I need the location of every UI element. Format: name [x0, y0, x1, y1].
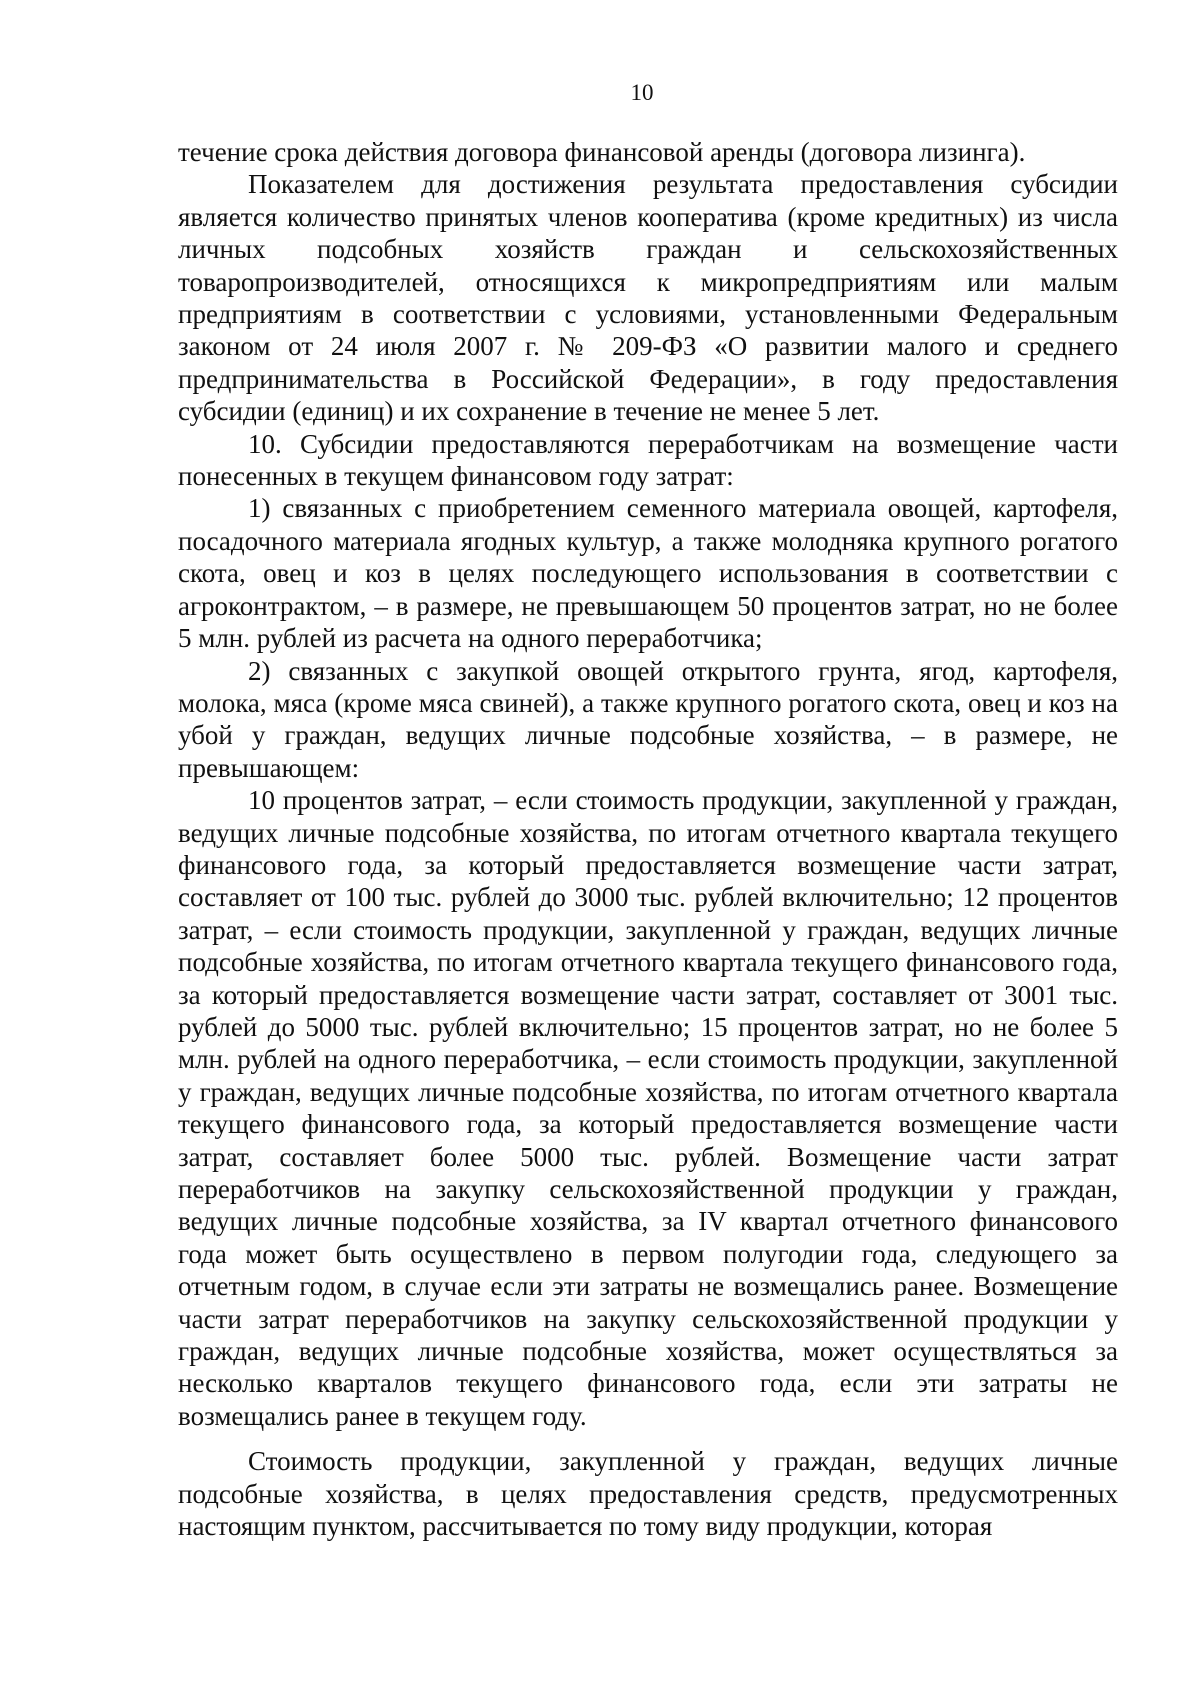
document-body	[178, 136, 1118, 1542]
paragraph-subsidy-indicator: Показателем для достижения результата предоставления субсидии является количество принятых членов кооператива (кроме кредитных) из числа личных подсобных хозяйств граждан и сельскохозяйственных товаропроизводителей, относящихся к микропредприятиям или малым предприятиям в соответствии с условиями, установленными Федеральным законом от 24 июля 2007 г. № 209-ФЗ «О развитии малого и среднего предпринимательства в Российской Федерации», в году предоставления субсидии (единиц) и их сохранение в течение не менее 5 лет.	[178, 169, 1118, 427]
paragraph-lease-term: течение срока действия договора финансовой аренды (договора лизинга).	[178, 137, 1026, 167]
page-number: 10	[630, 80, 654, 105]
paragraph-percent-rates: 10 процентов затрат, – если стоимость продукции, закупленной у граждан, ведущих личные подсобные хозяйства, по итогам отчетного квартала текущего финансового года, за который предоставляется возмещение части затрат, составляет от 100 тыс. рублей до 3000 тыс. рублей включительно; 12 процентов затрат, – если стоимость продукции, закупленной у граждан, ведущих личные подсобные хозяйства, по итогам отчетного квартала текущего финансового года, за который предоставляется возмещение части затрат, составляет от 3001 тыс. рублей до 5000 тыс. рублей включительно; 15 процентов затрат, но не более 5 млн. рублей на одного переработчика, – если стоимость продукции, закупленной у граждан, ведущих личные подсобные хозяйства, по итогам отчетного квартала текущего финансового года, за который предоставляется возмещение части затрат, составляет более 5000 тыс. рублей. Возмещение части затрат переработчиков на закупку сельскохозяйственной продукции у граждан, ведущих личные подсобные хозяйства, за IV квартал отчетного финансового года может быть осуществлено в первом полугодии года, следующего за отчетным годом, в случае если эти затраты не возмещались ранее. Возмещение части затрат переработчиков на закупку сельскохозяйственной продукции у граждан, ведущих личные подсобные хозяйства, может осуществляться за несколько кварталов текущего финансового года, если эти затраты не возмещались ранее в текущем году.	[178, 785, 1118, 1431]
paragraph-item-10: 10. Субсидии предоставляются переработчикам на возмещение части понесенных в текущем финансовом году затрат:	[178, 428, 1118, 492]
paragraph-subitem-1: 1) связанных с приобретением семенного материала овощей, картофеля, посадочного материала ягодных культур, а также молодняка крупного рогатого скота, овец и коз в целях последующего использования в соответствии с агроконтрактом, – в размере, не превышающем 50 процентов затрат, но не более 5 млн. рублей из расчета на одного переработчика;	[178, 493, 1118, 654]
paragraph-product-cost: Стоимость продукции, закупленной у граждан, ведущих личные подсобные хозяйства, в целях предоставления средств, предусмотренных настоящим пунктом, рассчитывается по тому виду продукции, которая	[178, 1446, 1118, 1542]
paragraph-subitem-2: 2) связанных с закупкой овощей открытого грунта, ягод, картофеля, молока, мяса (кроме мяса свиней), а также крупного рогатого скота, овец и коз на убой у граждан, ведущих личные подсобные хозяйства, – в размере, не превышающем:	[178, 655, 1118, 783]
